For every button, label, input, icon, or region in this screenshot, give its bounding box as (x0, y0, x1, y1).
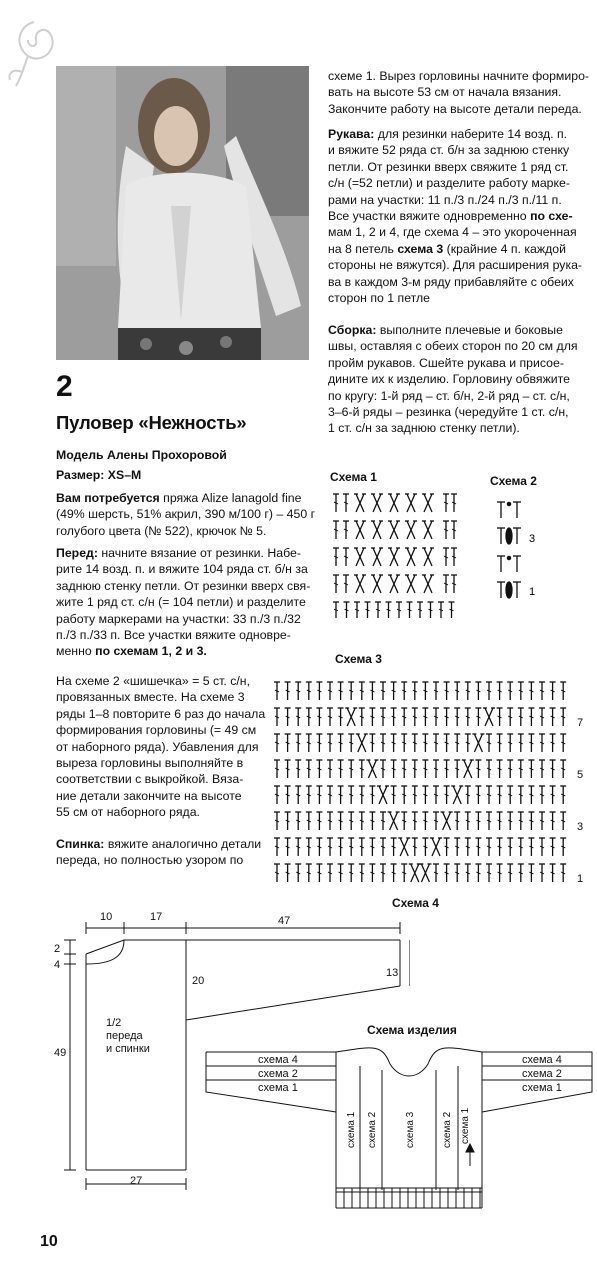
svg-text:3: 3 (577, 821, 584, 833)
scheme2-row-3: 3 (529, 533, 536, 545)
dim-armhole: 20 (192, 975, 205, 987)
scheme2-row-1: 1 (529, 586, 536, 598)
svg-text:5: 5 (577, 769, 584, 781)
materials-block: Вам потребуется пряжа Alize lanagold fine (49% шерсть, 51% акрил, 390 м/100 г) – 450 г голубого цвета (№ 522), крючок № 5. (56, 491, 316, 538)
right-sleeve-row-1: схема 1 (522, 1082, 562, 1094)
front-block: Перед: начните вязание от резинки. Набе- рите 14 возд. п. и вяжите 104 ряда ст. б/н за заднюю стенку петли. От резинки вверх свя- жите 1 ряд ст. с/н (= 104 петли) и разделите работу маркерами на участки: 33 п./3 п./32 п./3 п./33 п. Все участки вяжите одновре- менно по схемам 1, 2 и 3. (56, 546, 311, 659)
pattern-label-a: 1/2 (106, 1017, 122, 1029)
left-sleeve-row-4: схема 4 (258, 1054, 298, 1066)
left-sleeve-row-2: схема 2 (258, 1068, 298, 1080)
dim-bottom-width: 27 (130, 1175, 143, 1187)
page-number: 10 (40, 1233, 58, 1250)
dim-body-height: 49 (54, 1047, 67, 1059)
dim-sleeve-length: 47 (278, 915, 291, 927)
scheme2-chart (495, 498, 545, 611)
body-col-1: схема 1 (346, 1111, 357, 1148)
sleeves-label: Рукава: (328, 127, 375, 141)
product-scheme-title: Схема изделия (367, 1023, 457, 1037)
dim-sleeve-end: 13 (386, 967, 399, 979)
model-photo (56, 66, 309, 360)
materials-label: Вам потребуется (56, 491, 160, 505)
right-sleeve-row-2: схема 2 (522, 1068, 562, 1080)
svg-text:1: 1 (577, 873, 584, 885)
body-col-1b: схема 1 (460, 1107, 471, 1144)
rose-logo-icon (4, 12, 64, 92)
size-line: Размер: XS–M (56, 468, 142, 482)
svg-text:7: 7 (577, 717, 584, 729)
scheme1-chart (330, 490, 460, 625)
assembly-block: Сборка: выполните плечевые и боковые швы, оставляя с обеих сторон по 20 см для пройм рукавов. Сшейте рукава и присое- дините их к изделию. Горловину обвяжите по кругу: 1-й ряд – ст. б/н, 2-й ряд – ст. с/н, 3–6-й ряды – резинка (чередуйте 1 ст. с/н, 1 ст. с/н за заднюю стенку петли). (328, 323, 578, 436)
scheme1-title: Схема 1 (330, 470, 377, 484)
back-label: Спинка: (56, 837, 105, 851)
scheme2-title: Схема 2 (490, 474, 537, 488)
assembly-label: Сборка: (328, 323, 377, 337)
author-line: Модель Алены Прохоровой (56, 448, 227, 462)
body-col-2b: схема 2 (442, 1111, 453, 1148)
body-col-2: схема 2 (367, 1111, 378, 1148)
front-label: Перед: (56, 546, 98, 560)
scheme4-title: Схема 4 (392, 896, 439, 910)
dim-shoulder-width: 17 (150, 911, 163, 923)
model-number: 2 (56, 370, 73, 403)
back-continued-block: схеме 1. Вырез горловины начните формиро- вать на высоте 53 см от начала вязания. Закончите работу на высоте детали переда. (328, 69, 590, 116)
product-schema-diagram (204, 1040, 594, 1217)
pattern-label-c: и спинки (106, 1043, 150, 1055)
right-sleeve-row-4: схема 4 (522, 1054, 562, 1066)
dim-neck-depth-b: 4 (54, 959, 61, 971)
body-col-3: схема 3 (405, 1111, 416, 1148)
scheme3-stitches (274, 682, 566, 882)
scheme1-stitches (333, 494, 457, 618)
scheme2-note-block: На схеме 2 «шишечка» = 5 ст. с/н, провязанных вместе. На схеме 3 ряды 1–8 повторите 6 раз до начала формирования горловины (= 49 см от наборного ряда). Убавления для выреза горловины выполняйте в соответствии с выкройкой. Вяза- ние детали закончите на высоте 55 см от наборного ряда. (56, 674, 266, 820)
back-block: Спинка: вяжите аналогично детали переда, но полностью узором по (56, 837, 262, 868)
left-sleeve-row-1: схема 1 (258, 1082, 298, 1094)
up-arrow-icon (466, 1144, 474, 1166)
scheme3-chart (272, 678, 592, 901)
pattern-label-b: переда (106, 1030, 143, 1042)
page-title: Пуловер «Нежность» (56, 412, 247, 433)
scheme3-title: Схема 3 (335, 652, 382, 666)
dim-neck-depth-a: 2 (54, 943, 61, 955)
sleeves-block: Рукава: для резинки наберите 14 возд. п. и вяжите 52 ряда ст. б/н за заднюю стенку петли. От резинки вверх свяжите 1 ряд ст. с/н (=52 петли) и разделите работу марке- рами на участки: 11 п./3 п./24 п./3 п./11 п. Все участки вяжите одновременно по схе- мам 1, 2 и 4, где схема 4 – это укороченная на 8 петель схема 3 (крайние 4 п. каждой стороны не вяжутся). Для расширения рука- ва в каждом 3-м ряду прибавляйте с обеих сторон по 1 петле (328, 127, 583, 306)
dim-neck-width: 10 (100, 911, 113, 923)
